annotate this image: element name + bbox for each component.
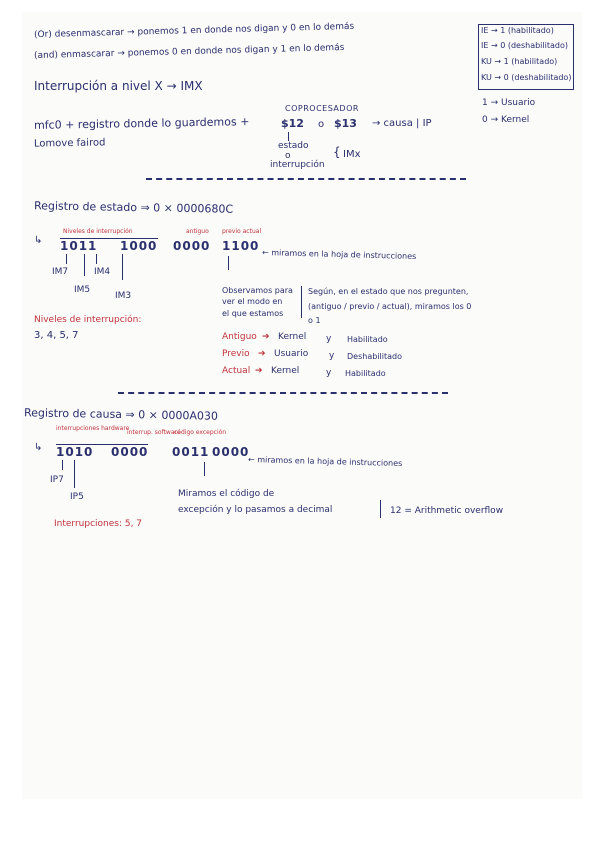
actual-label: Actual	[222, 366, 251, 376]
mode-kernel: 0 → Kernel	[482, 115, 530, 125]
divider-2	[118, 392, 448, 394]
brace: {	[333, 145, 341, 159]
im5-label: IM5	[74, 285, 91, 295]
ip5-label: IP5	[70, 492, 84, 502]
cause-bits-4: 0000	[212, 445, 250, 459]
obs-line-1: Observamos para	[222, 286, 293, 295]
mask-note: (and) enmascarar → ponemos 0 en donde nos digan y 1 en lo demás	[33, 42, 345, 62]
reg-13: $13	[334, 117, 357, 130]
levels-values: 3, 4, 5, 7	[34, 330, 79, 341]
mfc0-text: mfc0 + registro donde lo guardemos +	[33, 115, 250, 132]
im3-label: IM3	[115, 291, 132, 301]
o-label: o	[285, 151, 291, 161]
bit-arrow	[204, 462, 205, 476]
bit-arrow	[62, 460, 63, 470]
segun-line-3: o 1	[308, 316, 321, 325]
status-note: ← miramos en la hoja de instrucciones	[261, 247, 417, 262]
arrow-down	[288, 132, 289, 141]
bit-arrow	[84, 254, 85, 276]
cause-bits-2: 0000	[111, 445, 149, 459]
reg-12: $12	[281, 117, 304, 130]
imx-label: IMx	[343, 149, 361, 160]
status-bits-1: 1011	[60, 239, 98, 253]
sw-caption: interrup. software	[127, 429, 181, 436]
code-line-1: Miramos el código de	[178, 489, 275, 499]
cause-bits-3: 0011	[172, 445, 210, 459]
cause-note: ← miramos en la hoja de instrucciones	[247, 454, 403, 469]
flag-ie-off: IE → 0 (deshabilitado)	[481, 41, 568, 50]
prev-act-caption: previo actual	[222, 228, 262, 235]
flag-ku-off: KU → 0 (deshabilitado)	[481, 73, 572, 82]
coprocessor-label: COPROCESADOR	[285, 104, 359, 113]
code-result: 12 = Arithmetic overflow	[390, 506, 504, 516]
antiguo-mode: Kernel	[278, 332, 307, 342]
and-text: y	[326, 334, 332, 344]
actual-state: Habilitado	[345, 369, 386, 378]
segun-line-2: (antiguo / previo / actual), miramos los 0	[308, 302, 472, 311]
code-caption: código excepción	[174, 429, 227, 436]
arrow-icon: ↳	[34, 442, 43, 453]
ip7-label: IP7	[50, 475, 64, 485]
and-text: y	[326, 368, 332, 378]
status-title: Registro de estado ⇒ 0 × 0000680C	[33, 199, 234, 216]
mode-user: 1 → Usuario	[482, 98, 536, 108]
bit-arrow	[96, 254, 97, 264]
cause-title: Registro de causa ⇒ 0 × 0000A030	[23, 406, 219, 423]
bracket-line	[380, 500, 381, 518]
status-bits-2: 1000	[120, 239, 158, 253]
status-bits-4: 1100	[222, 239, 260, 253]
estado-label: estado	[278, 141, 309, 151]
bit-arrow	[122, 254, 123, 280]
bit-arrow	[66, 254, 67, 264]
im7-label: IM7	[52, 267, 69, 277]
antiguo-state: Habilitado	[347, 335, 388, 344]
previo-label: Previo	[222, 349, 250, 359]
interrupcion-label: interrupción	[270, 160, 325, 170]
or-text: o	[318, 119, 325, 130]
levels-label: Niveles de interrupción:	[34, 315, 142, 325]
causa-ip-text: → causa | IP	[372, 118, 432, 129]
cause-bits-1: 1010	[56, 445, 94, 459]
obs-line-2: ver el modo en	[222, 297, 283, 306]
bracket-line	[301, 286, 302, 318]
arrow-icon: ↳	[34, 235, 43, 246]
previo-mode: Usuario	[274, 349, 309, 359]
code-line-2: excepción y lo pasamos a decimal	[178, 505, 333, 515]
hw-caption: interrupciones hardware	[56, 425, 130, 432]
previo-state: Deshabilitado	[347, 352, 402, 361]
antiguo-caption: antiguo	[186, 228, 209, 235]
segun-line-1: Según, en el estado que nos pregunten,	[308, 287, 469, 296]
unmask-note: (Or) desenmascarar → ponemos 1 en donde nos digan y 0 en lo demás	[33, 21, 355, 41]
lomove-text: Lomove fairod	[33, 137, 106, 150]
im4-label: IM4	[94, 267, 111, 277]
antiguo-label: Antiguo	[222, 332, 257, 342]
and-text: y	[329, 351, 335, 361]
arrow-icon: ➔	[255, 366, 263, 376]
arrow-icon: ➔	[258, 349, 266, 359]
bit-arrow	[74, 460, 75, 488]
actual-mode: Kernel	[271, 366, 300, 376]
obs-line-3: el que estamos	[222, 309, 284, 318]
cause-interrupts: Interrupciones: 5, 7	[54, 519, 143, 529]
arrow-icon: ➔	[262, 332, 270, 342]
flag-ie-on: IE → 1 (habilitado)	[481, 26, 554, 35]
flag-ku-on: KU → 1 (habilitado)	[481, 57, 558, 66]
divider-1	[146, 178, 466, 180]
status-bits-3: 0000	[173, 239, 211, 253]
interrupt-title: Interrupción a nivel X → IMX	[34, 79, 203, 93]
bit-arrow	[228, 256, 229, 270]
levels-caption: Niveles de interrupción	[63, 228, 133, 235]
